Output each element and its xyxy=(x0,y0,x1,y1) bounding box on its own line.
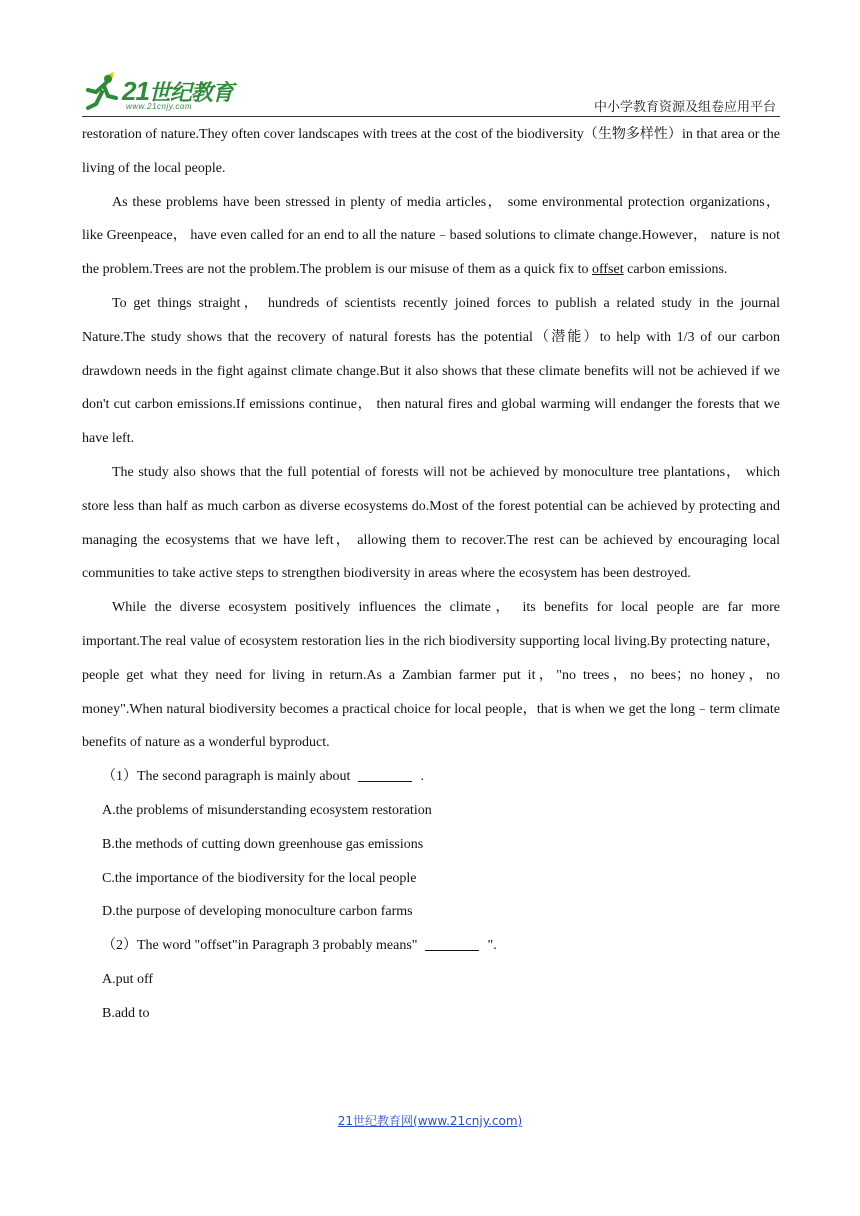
header-divider xyxy=(82,116,780,117)
passage xyxy=(82,118,780,1031)
q2-option-b: B.add to xyxy=(102,1005,150,1021)
paragraph-4: The study also shows that the full potential of forests will not be achieved by monoculture tree plantations， which store less than half as much carbon as diverse ecosystems do.Most of the forest potential can be achieved by protecting and managing the ecosystems that we have left， allowing them to recover.The rest can be achieved by encouraging local communities to take active steps to strengthen biodiversity in areas where the ecosystem has been destroyed. xyxy=(82,464,780,582)
paragraph-3: To get things straight， hundreds of scientists recently joined forces to publish a related study in the journal Nature.The study shows that the recovery of natural forests has the potential（潜能）to help with 1/3 of our carbon drawdown needs in the fight against climate change.But it also shows that these climate benefits will not be achieved if we don't cut carbon emissions.If emissions continue， then natural fires and global warming will endanger the forests that we have left. xyxy=(82,295,780,447)
paragraph-continuation: restoration of nature.They often cover landscapes with trees at the cost of the biodiversity（生物多样性）in that area or the living of the local people. xyxy=(82,127,780,176)
paragraph-2: As these problems have been stressed in plenty of media articles， some environmental protection organizations， like Greenpeace， have even called for an end to all the nature﹣based solutions to climate change.However， nature is not the problem.Trees are not the problem.The problem is our misuse of them as a quick fix to offset carbon emissions. xyxy=(82,194,780,278)
brand-logo xyxy=(82,70,252,114)
question-1: （1）The second paragraph is mainly about . xyxy=(102,769,424,785)
q1-option-a: A.the problems of misunderstanding ecosystem restoration xyxy=(102,802,432,818)
page-footer xyxy=(0,1112,860,1129)
answer-blank xyxy=(358,767,412,782)
running-figure-icon xyxy=(82,70,124,112)
q1-option-d: D.the purpose of developing monoculture carbon farms xyxy=(102,904,413,920)
paragraph-5: While the diverse ecosystem positively influences the climate， its benefits for local people are far more important.The real value of ecosystem restoration lies in the rich biodiversity supporting local living.By protecting nature，people get what they need for living in return.As a Zambian farmer put it，"no trees，no bees；no honey，no money".When natural biodiversity becomes a practical choice for local people，that is when we get the long﹣term climate benefits of nature as a wonderful byproduct. xyxy=(82,600,780,751)
logo-url: www.21cnjy.com xyxy=(126,102,192,111)
page-header xyxy=(82,66,780,116)
question-2: （2）The word "offset"in Paragraph 3 probably means" ". xyxy=(102,938,497,954)
logo-wordmark: 21世纪教育 xyxy=(122,76,233,106)
q1-option-b: B.the methods of cutting down greenhouse gas emissions xyxy=(102,836,424,852)
footer-link[interactable]: 21世纪教育网(www.21cnjy.com) xyxy=(337,1114,523,1128)
q1-option-c: C.the importance of the biodiversity for the local people xyxy=(102,870,417,886)
q2-option-a: A.put off xyxy=(102,971,154,987)
platform-title: 中小学教育资源及组卷应用平台 xyxy=(593,100,776,115)
answer-blank xyxy=(425,936,479,951)
underlined-word-offset: offset xyxy=(591,262,624,278)
